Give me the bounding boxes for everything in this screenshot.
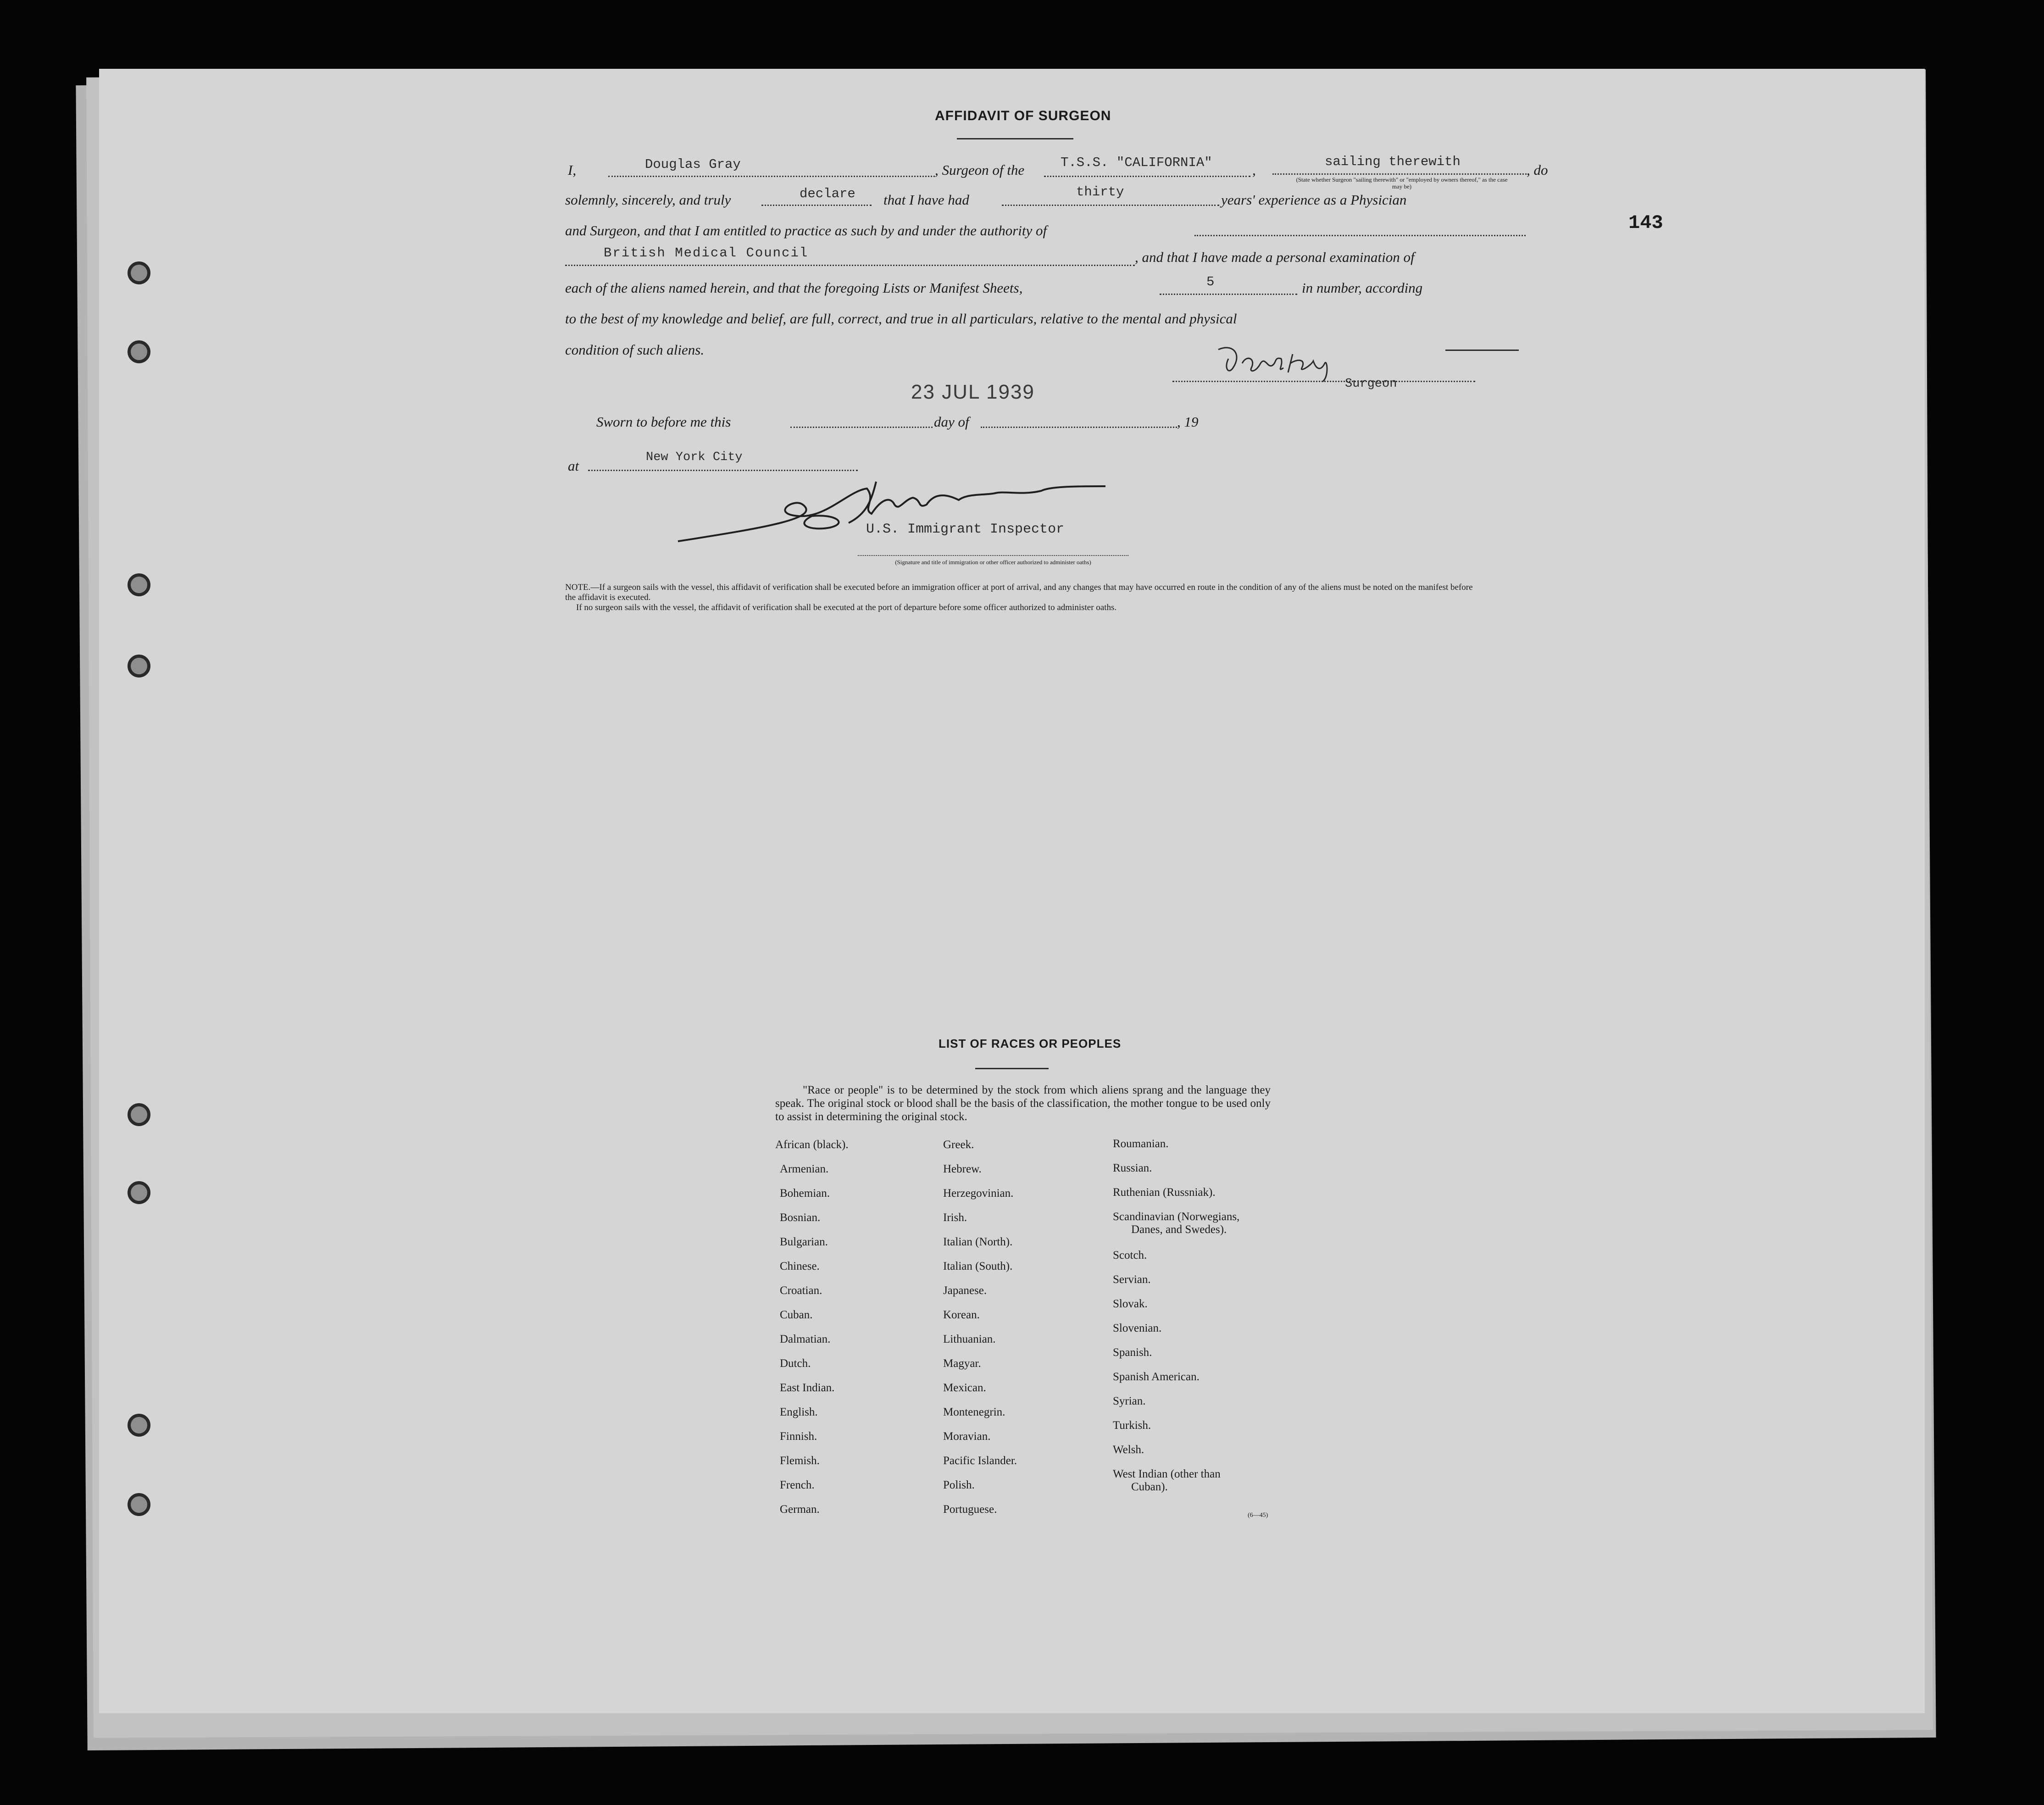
races-title: LIST OF RACES OR PEOPLES	[939, 1037, 1122, 1050]
race-item: Russian.	[1113, 1162, 1152, 1174]
surgeon-of-the-text: , Surgeon of the	[935, 162, 1025, 178]
condition-text: condition of such aliens.	[565, 342, 705, 358]
binder-hole	[128, 1493, 150, 1516]
race-item-west-indian: West Indian (other than	[1113, 1468, 1221, 1480]
race-item: German.	[780, 1503, 820, 1516]
race-item: Moravian.	[943, 1430, 991, 1443]
signature-tick	[1445, 350, 1519, 351]
manifest-page	[99, 69, 1925, 1713]
race-item: Welsh.	[1113, 1444, 1144, 1456]
race-item: Lithuanian.	[943, 1333, 996, 1345]
race-item: Ruthenian (Russniak).	[1113, 1186, 1216, 1199]
race-item: Armenian.	[780, 1163, 829, 1175]
sailing-line	[1272, 173, 1527, 175]
years-line	[1002, 205, 1219, 206]
years-value: thirty	[1076, 184, 1124, 200]
sworn-text: Sworn to before me this	[596, 414, 731, 430]
binder-hole	[128, 261, 150, 284]
comma: ,	[1252, 162, 1256, 178]
race-item: Servian.	[1113, 1273, 1151, 1286]
surgeon-name-line	[608, 176, 935, 177]
race-item: Chinese.	[780, 1260, 820, 1272]
declare-line	[761, 205, 872, 206]
sworn-day-line	[790, 427, 933, 428]
races-column-2	[943, 1139, 1017, 1527]
sheets-value: 5	[1206, 274, 1215, 289]
at-label: at	[568, 458, 579, 474]
races-column-3	[1113, 1138, 1239, 1494]
pronoun-i: I,	[568, 162, 577, 178]
inspector-title: U.S. Immigrant Inspector	[866, 522, 1065, 537]
race-item: Hebrew.	[943, 1163, 982, 1175]
race-item: Spanish American.	[1113, 1371, 1200, 1383]
declare-value: declare	[800, 186, 855, 201]
place-line	[588, 470, 858, 471]
race-item: French.	[780, 1479, 815, 1491]
page-number: 143	[1628, 212, 1663, 234]
race-item: Croatian.	[780, 1284, 822, 1297]
race-item: Pacific Islander.	[943, 1455, 1017, 1467]
ship-name: T.S.S. "CALIFORNIA"	[1061, 155, 1212, 170]
examination-text: , and that I have made a personal examination of	[1135, 249, 1415, 265]
surgeon-label: Surgeon	[1345, 377, 1397, 391]
ship-name-line	[1044, 176, 1250, 177]
binder-hole	[128, 1414, 150, 1437]
sailing-instruction: (State whether Surgeon "sailing therewith" or "employed by owners thereof," as the case may be)	[1296, 176, 1508, 190]
race-item: East Indian.	[780, 1382, 835, 1394]
inspector-line	[858, 555, 1128, 556]
race-item: Herzegovinian.	[943, 1187, 1014, 1200]
day-of-text: day of	[934, 414, 969, 430]
do-text: , do	[1527, 162, 1548, 178]
place-value: New York City	[646, 450, 743, 464]
races-title-underline	[975, 1068, 1049, 1069]
affidavit-title: AFFIDAVIT OF SURGEON	[935, 108, 1111, 123]
race-item: Slovenian.	[1113, 1322, 1162, 1334]
race-item: Polish.	[943, 1479, 975, 1491]
race-item: Cuban.	[780, 1309, 813, 1321]
race-item: Dalmatian.	[780, 1333, 831, 1345]
races-intro: "Race or people" is to be determined by the stock from which aliens sprang and the language they speak. The original stock or blood shall be the basis of the classification, the mother tongue to be used only to assist in determining the original stock.	[775, 1084, 1271, 1123]
race-item: Portuguese.	[943, 1503, 997, 1516]
race-item: Japanese.	[943, 1284, 987, 1297]
manifest-sheets-text: each of the aliens named herein, and that the foregoing Lists or Manifest Sheets,	[565, 280, 1023, 296]
authority-line-upper	[1194, 235, 1526, 236]
binder-hole	[128, 1103, 150, 1126]
inspector-instruction: (Signature and title of immigration or other officer authorized to administer oaths)	[895, 559, 1091, 566]
binder-hole	[128, 1181, 150, 1204]
race-item: Flemish.	[780, 1455, 820, 1467]
race-item: Bosnian.	[780, 1211, 821, 1224]
race-item: African (black).	[775, 1139, 849, 1151]
race-item: Montenegrin.	[943, 1406, 1005, 1418]
authority-value: British Medical Council	[604, 245, 809, 261]
race-item: Spanish.	[1113, 1346, 1152, 1359]
authority-text: and Surgeon, and that I am entitled to practice as such by and under the authority of	[565, 222, 1047, 239]
sworn-year-text: , 19	[1177, 414, 1199, 430]
race-item: Scotch.	[1113, 1249, 1147, 1261]
race-item-scandinavian: Scandinavian (Norwegians,	[1113, 1211, 1240, 1223]
race-item: Magyar.	[943, 1357, 981, 1370]
sworn-month-line	[981, 427, 1177, 428]
race-item: Turkish.	[1113, 1419, 1151, 1432]
sailing-status: sailing therewith	[1325, 154, 1461, 169]
race-item-west-indian-cont: Cuban).	[1131, 1481, 1168, 1493]
according-text: in number, according	[1302, 280, 1423, 296]
sheets-line	[1160, 294, 1297, 295]
race-item-scandinavian-cont: Danes, and Swedes).	[1131, 1223, 1227, 1236]
race-item: Bohemian.	[780, 1187, 830, 1200]
race-item: Roumanian.	[1113, 1138, 1169, 1150]
race-item: Korean.	[943, 1309, 980, 1321]
binder-hole	[128, 573, 150, 596]
date-stamp: 23 JUL 1939	[911, 381, 1035, 403]
years-experience-text: years' experience as a Physician	[1221, 192, 1407, 208]
title-underline	[957, 138, 1073, 139]
surgeon-name: Douglas Gray	[645, 157, 741, 172]
race-item: Italian (North).	[943, 1236, 1013, 1248]
race-item: Slovak.	[1113, 1298, 1148, 1310]
race-item: Syrian.	[1113, 1395, 1146, 1407]
affidavit-note-2: If no surgeon sails with the vessel, the affidavit of verification shall be executed at the port of departure before some officer authorized to administer oaths.	[576, 603, 1117, 612]
form-code: (6—45)	[1248, 1512, 1268, 1519]
solemnly-text: solemnly, sincerely, and truly	[565, 192, 731, 208]
belief-text: to the best of my knowledge and belief, are full, correct, and true in all particulars, relative to the mental and physical	[565, 311, 1237, 327]
races-column-1	[775, 1139, 849, 1527]
authority-line	[565, 265, 1135, 266]
binder-hole	[128, 340, 150, 363]
race-item: Italian (South).	[943, 1260, 1013, 1272]
affidavit-note-1: NOTE.—If a surgeon sails with the vessel, this affidavit of verification shall be executed before an immigration officer at port of arrival, and any changes that may have occurred en route in the condition of any of the aliens must be noted on the manifest before the affidavit is executed.	[565, 583, 1473, 602]
race-item: English.	[780, 1406, 818, 1418]
race-item: Finnish.	[780, 1430, 817, 1443]
race-item: Greek.	[943, 1139, 974, 1151]
binder-hole	[128, 655, 150, 678]
race-item: Dutch.	[780, 1357, 811, 1370]
race-item: Mexican.	[943, 1382, 986, 1394]
race-item: Bulgarian.	[780, 1236, 828, 1248]
race-item: Irish.	[943, 1211, 967, 1224]
surgeon-signature-line	[1172, 381, 1475, 382]
that-i-have-had-text: that I have had	[883, 192, 969, 208]
